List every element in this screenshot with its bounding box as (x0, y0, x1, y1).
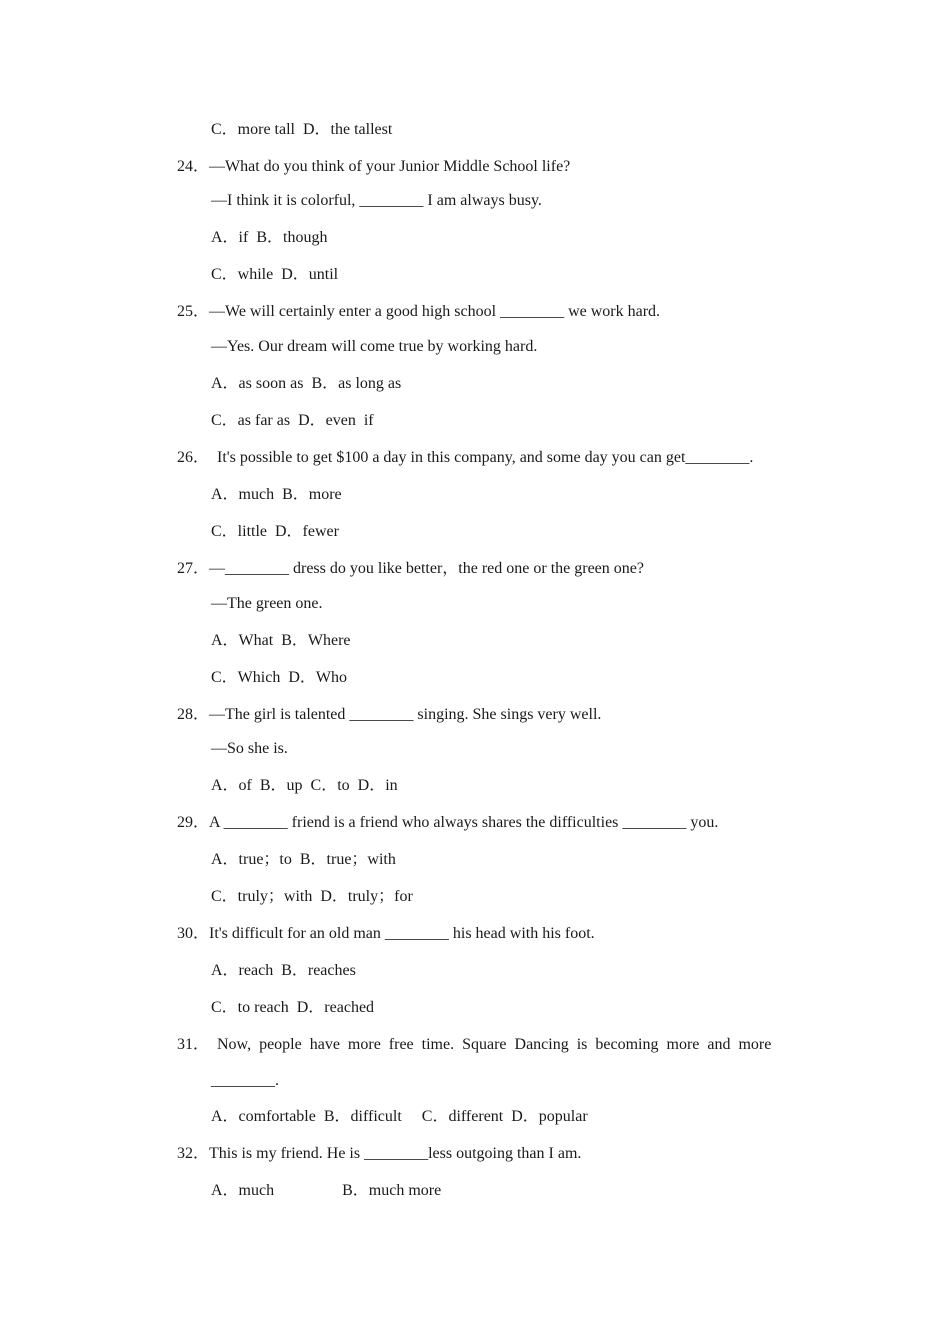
question-31-blank: ________. (211, 1072, 279, 1089)
question-24-options-ab: A．if B．though (211, 229, 328, 246)
question-26-stem: 26． It's possible to get $100 a day in this company, and some day you can get________. (177, 449, 754, 466)
question-25-reply: —Yes. Our dream will come true by working hard. (211, 338, 538, 355)
question-30-stem: 30．It's difficult for an old man ________ his head with his foot. (177, 925, 595, 942)
question-32-options-ab: A．much B．much more (211, 1182, 442, 1199)
question-25-stem: 25．—We will certainly enter a good high school ________ we work hard. (177, 303, 661, 320)
question-29-options-ab: A．true；to B．true；with (211, 851, 396, 868)
question-32-stem: 32．This is my friend. He is ________less outgoing than I am. (177, 1145, 582, 1162)
question-29-options-cd: C．truly；with D．truly；for (211, 888, 413, 905)
question-24-options-cd: C．while D．until (211, 266, 339, 283)
question-25-options-cd: C．as far as D．even if (211, 412, 374, 429)
question-28-options: A．of B．up C．to D．in (211, 777, 398, 794)
question-24-stem: 24．—What do you think of your Junior Middle School life? (177, 158, 571, 175)
question-25-options-ab: A．as soon as B．as long as (211, 375, 402, 392)
question-28-reply: —So she is. (211, 740, 288, 757)
question-31-options: A．comfortable B．difficult C．different D．popular (211, 1108, 588, 1125)
question-27-options-ab: A．What B．Where (211, 632, 351, 649)
question-27-options-cd: C．Which D．Who (211, 669, 347, 686)
question-30-options-cd: C．to reach D．reached (211, 999, 375, 1016)
question-27-stem: 27．—________ dress do you like better，the red one or the green one? (177, 560, 644, 577)
question-28-stem: 28．—The girl is talented ________ singing. She sings very well. (177, 706, 602, 723)
question-23-options-cd: C．more tall D．the tallest (211, 121, 393, 138)
question-26-options-cd: C．little D．fewer (211, 523, 339, 540)
question-27-reply: —The green one. (211, 595, 323, 612)
question-29-stem: 29．A ________ friend is a friend who always shares the difficulties ________ you. (177, 814, 719, 831)
question-30-options-ab: A．reach B．reaches (211, 962, 356, 979)
question-24-reply: —I think it is colorful, ________ I am always busy. (211, 192, 542, 209)
question-31-stem: 31． Now, people have more free time. Square Dancing is becoming more and more (177, 1036, 772, 1053)
question-26-options-ab: A．much B．more (211, 486, 342, 503)
